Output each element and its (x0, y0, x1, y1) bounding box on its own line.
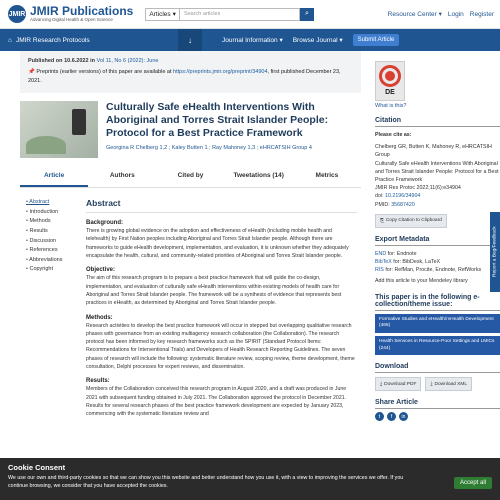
end-link[interactable]: END (375, 250, 387, 257)
citation-authors: Chelberg GR, Butten K, Mahoney R, eHRCATSIH Group (375, 144, 492, 159)
volume-link[interactable]: Vol 11, No 6 (2022): June (96, 58, 159, 64)
cookie-banner (0, 458, 500, 500)
download-pdf-button[interactable] (375, 377, 421, 391)
browse-journal-menu[interactable]: Browse Journal ▾ (292, 37, 343, 44)
download-xml-label: Download XML (434, 381, 468, 387)
search-bar (145, 8, 314, 21)
tab-article[interactable]: Article (20, 172, 88, 187)
plant-graphic (26, 136, 66, 154)
in-label: in (90, 58, 95, 64)
download-pdf-label: Download PDF (384, 381, 417, 387)
abstract-section (86, 198, 361, 419)
share-icons (375, 412, 500, 421)
bibtex-link[interactable]: BibTeX (375, 259, 392, 266)
citation-pmid (375, 201, 500, 209)
published-date: 10.6.2022 (64, 58, 89, 64)
first-published: , first published December 23, 2021. (28, 69, 341, 84)
author-list[interactable]: Georgina R Chelberg 1,2 ; Kaley Butten 1 ; Ray Mahoney 1,3 ; eHRCATSIH Group 4 (106, 145, 312, 152)
article-thumbnail (20, 101, 98, 158)
badge-label: DE (385, 89, 395, 96)
export-heading: Export Metadata (375, 236, 500, 246)
export-end (375, 250, 500, 258)
objective-text: The aim of this research program is to prepare a best practice framework that will guide the co-design, implementation, and evaluation of culturally safe eHealth interventions within existing models of health care for Aboriginal and Torres Strait Islander people. The framework will be a synthesis of evidence that represents best practices in eHealth, as determined by Aboriginal and Torres Strait Islander people. (86, 275, 342, 307)
end-text: for: Endnote (386, 250, 417, 257)
search-input[interactable]: Search articles (180, 8, 300, 21)
citation-heading: Citation (375, 117, 500, 127)
title-block (106, 101, 361, 158)
logo-title: JMIR Publications (30, 4, 134, 19)
linkedin-icon[interactable]: in (399, 412, 408, 421)
toc-references[interactable]: • References (26, 246, 86, 256)
resource-center-link[interactable]: Resource Center ▾ (387, 11, 442, 18)
results-heading: Results: (86, 378, 110, 385)
toc-abbreviations[interactable]: • Abbreviations (26, 256, 86, 266)
collection-heading: This paper is in the following e-collection/theme issue: (375, 294, 500, 311)
header (0, 0, 500, 29)
download-icon: ⤓ (430, 382, 433, 388)
results-text: Members of the Collaboration conceived this research program in August 2020, and a draft was produced in June 2021 with subsequent funding obtained in July 2021. The Collaboration approved the protocol in December 2021. Results for several research phases of the best practice framework development are expected by January 2023, commencing with the systematic literature review and (86, 386, 347, 418)
tab-metrics[interactable]: Metrics (315, 172, 339, 179)
citation-block (375, 131, 500, 209)
search-type-select[interactable] (145, 8, 180, 21)
journal-name: JMIR Research Protocols (15, 36, 90, 44)
toc-introduction[interactable]: • Introduction (26, 208, 86, 218)
background-text: There is growing global evidence on the adoption and effectiveness of eHealth (including mobile health and telehealth) by First Nation peoples including Aboriginal and Torres Strait Islander people. Although there are frameworks to guide eHealth development, implementation, and evaluation, it is unknown whether they adequately encapsulate the health, cultural, and community-related priorities of Aboriginal and Torres Strait Islander people. (86, 228, 349, 259)
article-tabs (20, 172, 361, 188)
tab-cited-by[interactable]: Cited by (177, 172, 204, 179)
export-bibtex (375, 258, 500, 266)
toc-discussion[interactable]: • Discussion (26, 237, 86, 247)
toc-methods[interactable]: • Methods (26, 217, 86, 227)
pmid-link[interactable]: 35687420 (391, 201, 415, 208)
nav-menu (222, 34, 399, 46)
pmid-label: PMID: (375, 201, 390, 208)
search-icon[interactable]: ⌕ (300, 8, 314, 21)
published-label: Published on (28, 58, 63, 64)
sidebar (361, 51, 500, 421)
export-list (375, 250, 500, 286)
copy-citation-button[interactable] (375, 214, 447, 228)
doi-label: doi: (375, 193, 384, 200)
article-column (0, 51, 361, 421)
download-xml-button[interactable] (425, 377, 472, 391)
doi-link[interactable]: 10.2196/34904 (385, 193, 421, 200)
logo-subtitle: Advancing Digital Health & Open Science (30, 17, 113, 23)
altmetric-donut-icon (379, 65, 401, 87)
tab-authors[interactable]: Authors (109, 172, 135, 179)
citation-title: Culturally Safe eHealth Interventions With Aboriginal and Torres Strait Islander People: Protocol for a Best Practice Framework (375, 160, 499, 184)
cookie-title: Cookie Consent (8, 463, 66, 472)
article-body (0, 198, 361, 419)
jmir-logo-icon[interactable]: JMIR (8, 5, 26, 23)
methods-heading: Methods: (86, 314, 113, 321)
accept-all-button[interactable]: Accept all (454, 477, 492, 489)
citation-journal: JMIR Res Protoc 2022;11(6):e34904 (375, 185, 461, 192)
download-buttons (375, 373, 500, 391)
twitter-icon[interactable]: t (375, 412, 384, 421)
journal-info-menu[interactable]: Journal Information ▾ (222, 37, 283, 44)
citation-doi (375, 192, 500, 200)
journal-dropdown-icon[interactable]: ↓ (178, 29, 202, 51)
preprint-link[interactable]: https://preprints.jmir.org/preprint/34904 (173, 69, 268, 76)
login-link[interactable]: Login (447, 10, 464, 18)
journal-nav (0, 29, 500, 51)
journal-info-label: Journal Information (222, 37, 278, 44)
cite-as-label: Please cite as: (375, 132, 412, 138)
published-line (28, 57, 353, 65)
methods-text: Research activities to develop the best practice framework will occur in stepped but overlapping qualitative research phases with governance from an existing multiagency research collaboration (the Collaboration). The research protocol has been informed by key research frameworks such as the SPIRIT (Standard Protocol Items: Recommendations for Interventional Trials) and Developers of Health Research Reporting Guidelines. The seven phases of research will include the following: systematic literature review, scoping review, theme development, theme consultation, Delphi processes for expert reviews, and dissemination. (86, 322, 355, 371)
toc-abstract[interactable]: • Abstract (26, 198, 86, 208)
abstract-heading: Abstract (86, 198, 357, 213)
altmetric-badge[interactable] (375, 61, 405, 101)
what-is-this-link[interactable]: What is this? (375, 103, 407, 109)
background-heading: Background: (86, 220, 124, 226)
select-value: Articles (149, 10, 171, 18)
article-header (0, 93, 361, 158)
phone-graphic (72, 109, 86, 135)
report-bug-tab[interactable]: Report a Bug/Feedback (490, 212, 500, 292)
resource-center-label: Resource Center (387, 11, 437, 18)
header-links (388, 10, 494, 18)
chevron-down-icon: ▾ (172, 11, 176, 18)
article-title: Culturally Safe eHealth Interventions With Aboriginal and Torres Strait Islander People: Protocol for a Best Practice Framework (106, 101, 329, 140)
cookie-text: We use our own and third-party cookies so that we can show you this website and better understand how you use it, with a view to improving the services we offer. If you continue browsing, we consider that you have accepted the cookies. (8, 475, 404, 489)
export-ris (375, 266, 500, 274)
ris-link[interactable]: RIS (375, 267, 384, 274)
tab-tweetations[interactable]: Tweetations (14) (233, 172, 284, 179)
ris-text: for: RefMan, Procite, Endnote, RefWorks (383, 267, 482, 274)
main (0, 51, 500, 421)
logo[interactable] (30, 5, 133, 23)
preprint-line (28, 68, 353, 85)
pin-icon: 📌 (28, 69, 35, 76)
mendeley-link[interactable]: Add this article to your Mendeley library (375, 278, 468, 285)
journal-home-link[interactable] (8, 37, 178, 44)
objective-heading: Objective: (86, 267, 116, 274)
collection-formative[interactable]: Formative Studies and eHealth/mHealth Development (465) (375, 314, 500, 333)
share-heading: Share Article (375, 399, 500, 409)
submit-article-button[interactable]: Submit Article (353, 34, 400, 46)
clipboard-icon: ⎘ (380, 218, 384, 224)
collection-health-services[interactable]: Health Services in Resource-Poor Settings and LMICs (244) (375, 336, 500, 355)
facebook-icon[interactable]: f (387, 412, 396, 421)
bibtex-text: for: BibDesk, LaTeX (391, 259, 441, 266)
download-icon: ⤓ (380, 382, 383, 388)
download-heading: Download (375, 363, 500, 373)
browse-label: Browse Journal (292, 37, 338, 44)
register-link[interactable]: Register (469, 10, 494, 18)
publication-info (20, 51, 361, 93)
table-of-contents (0, 198, 86, 419)
toc-copyright[interactable]: • Copyright (26, 265, 86, 275)
preprint-text: Preprints (earlier versions) of this paper are available at (36, 69, 172, 76)
copy-citation-label: Copy Citation to Clipboard (385, 218, 442, 224)
toc-results[interactable]: • Results (26, 227, 86, 237)
home-icon: ⌂ (8, 36, 12, 44)
